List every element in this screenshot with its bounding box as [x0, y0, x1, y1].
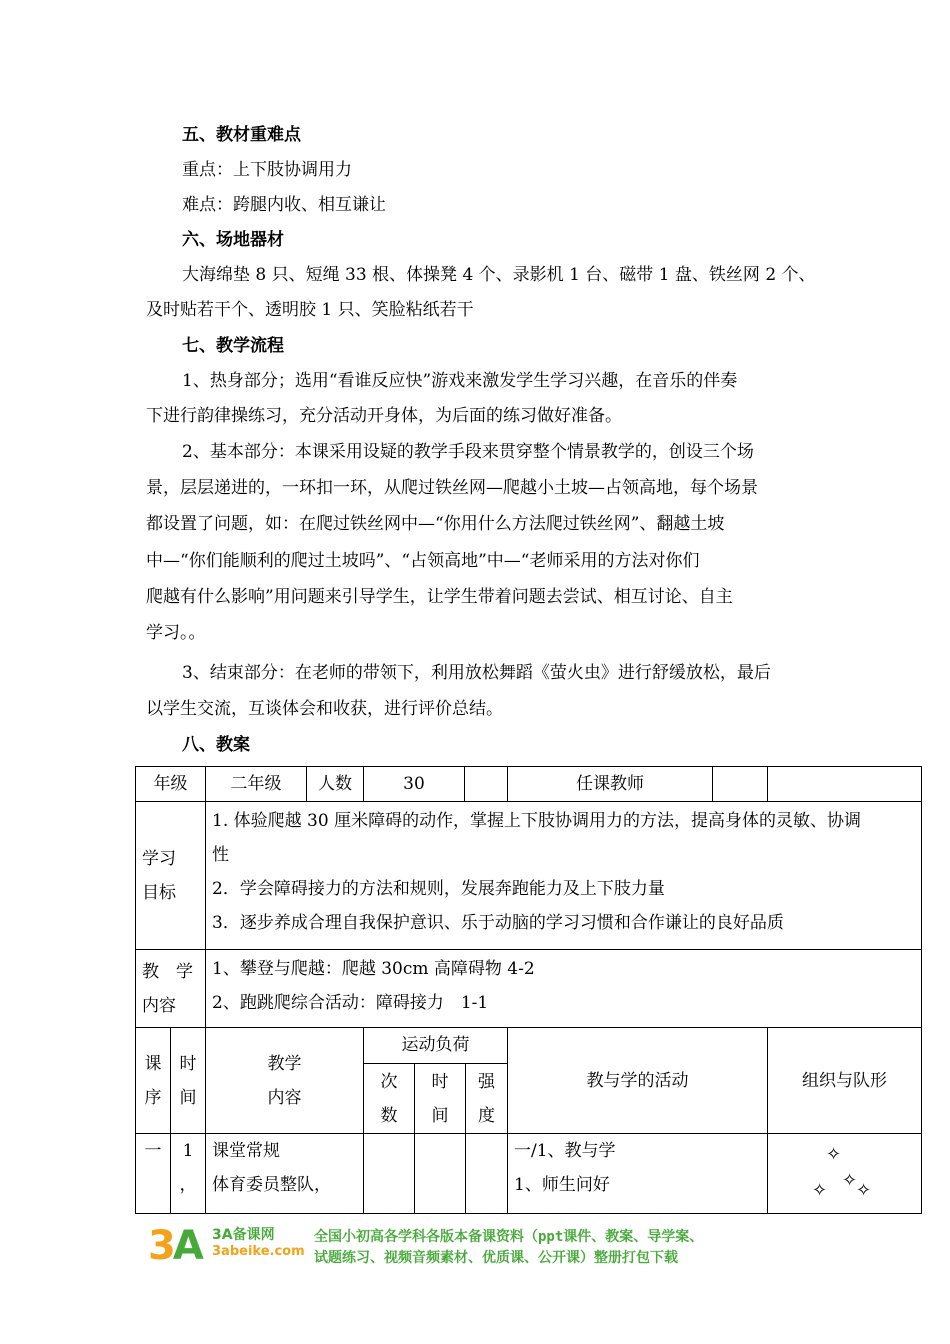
- header-order: 课 序: [136, 1028, 171, 1134]
- flow-2-line-2: 景，层层递进的，一环扣一环，从爬过铁丝网—爬越小土坡—占领高地，每个场景: [146, 478, 758, 498]
- flow-1-line-1: 1、热身部分；选用“看谁反应快”游戏来激发学生学习兴趣，在音乐的伴奏: [182, 371, 738, 391]
- goal-3: 3．逐步养成合理自我保护意识、乐于动脑的学习习惯和合作谦让的良好品质: [212, 913, 784, 933]
- row1-order: 一: [136, 1134, 171, 1214]
- flow-2-line-1: 2、基本部分：本课采用设疑的教学手段来贯穿整个情景教学的，创设三个场: [182, 442, 754, 462]
- slogan-line-1: 全国小初高各学科各版本备课资料（ppt课件、教案、导学案、: [314, 1229, 704, 1245]
- section-6-title: 六、场地器材: [182, 230, 284, 250]
- header-duration: 时 间: [415, 1064, 466, 1134]
- section-8-title: 八、教案: [182, 735, 250, 755]
- row1-activity: 一/1、教与学 1、师生问好: [508, 1134, 768, 1214]
- site-url[interactable]: 3abeike.com: [212, 1244, 305, 1259]
- header-load: 运动负荷: [364, 1028, 508, 1064]
- site-name: 3A备课网: [212, 1227, 275, 1243]
- content-label: 教 学 内容: [136, 950, 206, 1028]
- goal-1a: 1. 体验爬越 30 厘米障碍的动作，掌握上下肢协调用力的方法，提高身体的灵敏、协调: [212, 811, 862, 831]
- header-time: 时 间: [171, 1028, 206, 1134]
- count-label: 人数: [318, 774, 352, 794]
- flow-1-line-2: 下进行韵律操练习，充分活动开身体，为后面的练习做好准备。: [146, 406, 622, 426]
- lesson-plan-table: [135, 766, 922, 1214]
- flow-2-line-5: 爬越有什么影响”用问题来引导学生，让学生带着问题去尝试、相互讨论、自主: [146, 587, 733, 607]
- flow-2-line-6: 学习。。: [146, 623, 206, 643]
- content-1: 1、攀登与爬越：爬越 30cm 高障碍物 4-2: [212, 959, 535, 979]
- slogan-line-2: 试题练习、视频音频素材、优质课、公开课）整册打包下载: [314, 1250, 678, 1266]
- content-2: 2、跑跳爬综合活动：障碍接力 1-1: [212, 993, 489, 1013]
- equipment-line-2: 及时贴若干个、透明胶 1 只、笑脸粘纸若干: [146, 300, 474, 320]
- equipment-line-1: 大海绵垫 8 只、短绳 33 根、体操凳 4 个、录影机 1 台、磁带 1 盘、铁丝网 2 个、: [182, 265, 816, 285]
- star-icon: ✧: [842, 1170, 858, 1191]
- header-times: 次 数: [364, 1064, 415, 1134]
- star-icon: ✧: [812, 1180, 828, 1201]
- difficult-point: 难点：跨腿内收、相互谦让: [182, 195, 386, 215]
- flow-3-line-1: 3、结束部分：在老师的带领下，利用放松舞蹈《萤火虫》进行舒缓放松，最后: [182, 663, 771, 683]
- count-value: 30: [364, 767, 465, 801]
- flow-2-line-4: 中—“你们能顺利的爬过土坡吗”、“占领高地”中—“老师采用的方法对你们: [146, 551, 700, 571]
- formation-diagram: [774, 1134, 915, 1204]
- goal-label: 学习 目标: [136, 802, 206, 950]
- row1-organization: [768, 1134, 922, 1214]
- grade-label: 年级: [136, 767, 206, 802]
- header-content: 教学 内容: [206, 1028, 364, 1134]
- star-icon: ✧: [826, 1144, 842, 1165]
- teaching-content: [206, 950, 922, 1028]
- flow-2-line-3: 都设置了问题，如：在爬过铁丝网中—“你用什么方法爬过铁丝网”、翻越土坡: [146, 514, 725, 534]
- goal-1b: 性: [212, 845, 229, 865]
- key-point: 重点：上下肢协调用力: [182, 160, 352, 180]
- flow-3-line-2: 以学生交流，互谈体会和收获，进行评价总结。: [146, 699, 503, 719]
- footer-banner: [148, 1222, 808, 1272]
- row1-content: 课堂常规 体育委员整队，: [206, 1134, 364, 1214]
- goal-2: 2．学会障碍接力的方法和规则，发展奔跑能力及上下肢力量: [212, 879, 665, 899]
- row1-time: 1 ，: [171, 1134, 206, 1214]
- header-organization: 组织与队形: [768, 1028, 922, 1134]
- header-activity: 教与学的活动: [508, 1028, 768, 1134]
- teacher-value: [768, 767, 922, 802]
- star-icon: ✧: [856, 1180, 872, 1201]
- header-intensity: 强 度: [466, 1064, 508, 1134]
- teacher-label: 任课教师: [508, 767, 713, 801]
- section-5-title: 五、教材重难点: [182, 125, 301, 145]
- section-7-title: 七、教学流程: [182, 336, 284, 356]
- site-logo[interactable]: 3A: [148, 1223, 201, 1269]
- goal-content: [206, 802, 922, 950]
- grade-value: 二年级: [206, 767, 307, 801]
